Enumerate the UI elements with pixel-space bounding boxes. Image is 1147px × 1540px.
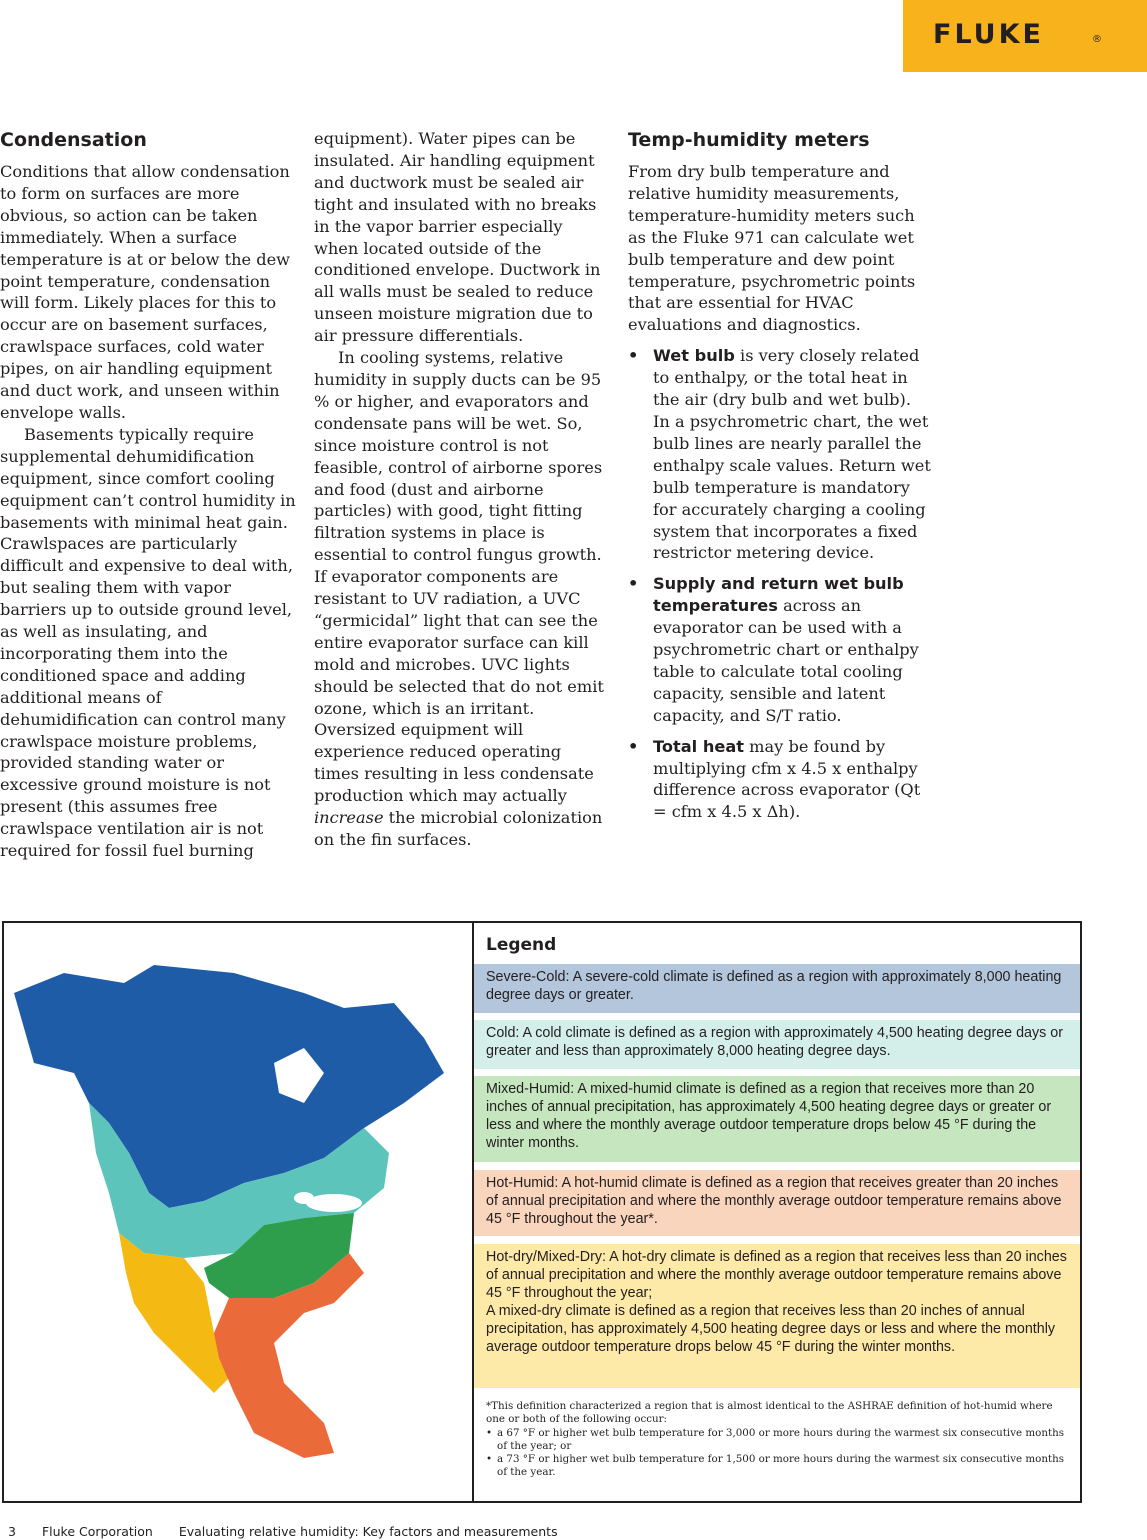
- legend-hot-dry-mixed-dry: [474, 1244, 1080, 1388]
- logo-wordmark: FLUKE: [933, 19, 1044, 50]
- great-lakes: [306, 1194, 362, 1212]
- bullet-text: across an evaporator can be used with a psychrometric chart or enthalpy table to calculate total cooling capacity, sensible and latent capacity, and S/T ratio.: [653, 596, 919, 725]
- paragraph: Basements typically require supplemental dehumidification equipment, since comfort cooling equipment can’t control humidity in basements with minimal heat gain. Crawlspaces are particularly difficult and expensive to deal with, but sealing them with vapor barriers up to outside ground level, as well as insulating, and incorporating them into the conditioned space and adding additional means of dehumidification can control many crawlspace moisture problems, provided standing water or excessive ground moisture is not present (this assumes free crawlspace ventilation air is not required for fossil fuel burning: [0, 424, 296, 861]
- legend-cold: [474, 1020, 1080, 1069]
- bullet-term: Supply and return wet bulb temperatures: [653, 574, 904, 616]
- bullet-term: Total heat: [653, 736, 745, 756]
- bullet-list: [628, 345, 932, 823]
- column-3: [628, 128, 932, 832]
- bullet-text: may be found by multiplying cfm x 4.5 x enthalpy difference across evaporator (Qt = cfm x 4.5 x Δh).: [653, 736, 921, 822]
- registered-mark: ®: [1092, 34, 1102, 45]
- climate-map-graphic: [4, 953, 470, 1473]
- column-1: [0, 128, 300, 862]
- heading-temp-humidity-meters: Temp-humidity meters: [628, 129, 870, 151]
- list-item: [628, 345, 932, 564]
- paragraph: [314, 347, 610, 851]
- legend-mixed-humid: [474, 1076, 1080, 1162]
- legend-text: Cold: A cold climate is defined as a region with approximately 4,500 heating degree days or greater and less than approximately 8,000 heating degree days.: [486, 1025, 1063, 1059]
- legend: [474, 923, 1080, 1501]
- fluke-logo: [903, 0, 1147, 72]
- column-2: [314, 128, 610, 851]
- footnote-list: [486, 1427, 1066, 1480]
- climate-zone-figure: [2, 921, 1082, 1503]
- footnote: [486, 1400, 1066, 1480]
- legend-severe-cold: [474, 964, 1080, 1013]
- footer-title: Evaluating relative humidity: Key factors and measurements: [178, 1524, 558, 1539]
- heading-condensation: Condensation: [0, 129, 147, 151]
- paragraph: equipment). Water pipes can be insulated. Air handling equipment and ductwork must be sealed air tight and insulated with no breaks in the vapor barrier especially when located outside of the conditioned envelope. Ductwork in all walls must be sealed to reduce unseen moisture migration due to air pressure differentials.: [314, 129, 601, 346]
- legend-text: Hot-dry/Mixed-Dry: A hot-dry climate is defined as a region that receives less than 20 inches of annual precipitation and where the monthly average outdoor temperature remains above 45 °F throughout the year;: [486, 1249, 1067, 1301]
- footnote-intro: *This definition characterized a region that is almost identical to the ASHRAE definition of hot-humid where one or both of the following occur:: [486, 1400, 1053, 1426]
- bullet-text: is very closely related to enthalpy, or the total heat in the air (dry bulb and wet bulb). In a psychrometric chart, the wet bulb lines are nearly parallel the enthalpy scale values. Return wet bulb temperature is mandatory for accurately charging a cooling system that incorporates a fixed restrictor metering device.: [653, 346, 931, 563]
- paragraph: From dry bulb temperature and relative humidity measurements, temperature-humidity meters such as the Fluke 971 can calculate wet bulb temperature and dew point temperature, psychrometric points that are essential for HVAC evaluations and diagnostics.: [628, 162, 916, 335]
- paragraph-text: In cooling systems, relative humidity in supply ducts can be 95 % or higher, and evaporators and condensate pans will be wet. So, since moisture control is not feasible, control of airborne spores and food (dust and airborne particles) with good, tight fitting filtration systems in place is essential to control fungus growth. If evaporator components are resistant to UV radiation, a UVC “germicidal” light that can see the entire evaporator surface can kill mold and microbes. UVC lights should be selected that do not emit ozone, which is an irritant. Oversized equipment will experience reduced operating times resulting in less condensate production which may actually: [314, 348, 604, 806]
- page-footer: [8, 1524, 580, 1539]
- bullet-term: Wet bulb: [653, 346, 735, 366]
- footnote-item: • a 67 °F or higher wet bulb temperature for 3,000 or more hours during the warmest six consecutive months of the year; or: [486, 1427, 1066, 1454]
- legend-text: Severe-Cold: A severe-cold climate is defined as a region with approximately 8,000 heating degree days or greater.: [486, 969, 1062, 1003]
- paragraph-text: the microbial colonization on the fin surfaces.: [314, 808, 603, 849]
- italic-word: increase: [314, 808, 384, 828]
- legend-title: Legend: [486, 935, 557, 955]
- legend-text: A mixed-dry climate is defined as a region that receives less than 20 inches of annual precipitation, has approximately 4,500 heating degree days or less and where the monthly average outdoor temperature drops below 45 °F during the winter months.: [486, 1303, 1056, 1355]
- legend-hot-humid: [474, 1170, 1080, 1236]
- footnote-item: • a 73 °F or higher wet bulb temperature for 1,500 or more hours during the warmest six consecutive months of the year.: [486, 1453, 1066, 1480]
- legend-text: Mixed-Humid: A mixed-humid climate is defined as a region that receives more than 20 inches of annual precipitation, has approximately 4,500 heating degree days or greater or less and where the monthly average outdoor temperature drops below 45 °F during the winter months.: [486, 1081, 1052, 1151]
- list-item: [628, 736, 932, 824]
- list-item: [628, 573, 932, 726]
- north-america-map: [4, 923, 474, 1501]
- legend-text: Hot-Humid: A hot-humid climate is defined as a region that receives greater than 20 inches of annual precipitation and where the monthly average outdoor temperature remains above 45 °F throughout the year*.: [486, 1175, 1062, 1227]
- footer-company: Fluke Corporation: [41, 1524, 153, 1539]
- page-number: 3: [8, 1524, 16, 1539]
- great-lakes: [294, 1192, 314, 1204]
- paragraph: Conditions that allow condensation to form on surfaces are more obvious, so action can be taken immediately. When a surface temperature is at or below the dew point temperature, condensation will form. Likely places for this to occur are on basement surfaces, crawlspace surfaces, cold water pipes, on air handling equipment and duct work, and unseen within envelope walls.: [0, 162, 291, 422]
